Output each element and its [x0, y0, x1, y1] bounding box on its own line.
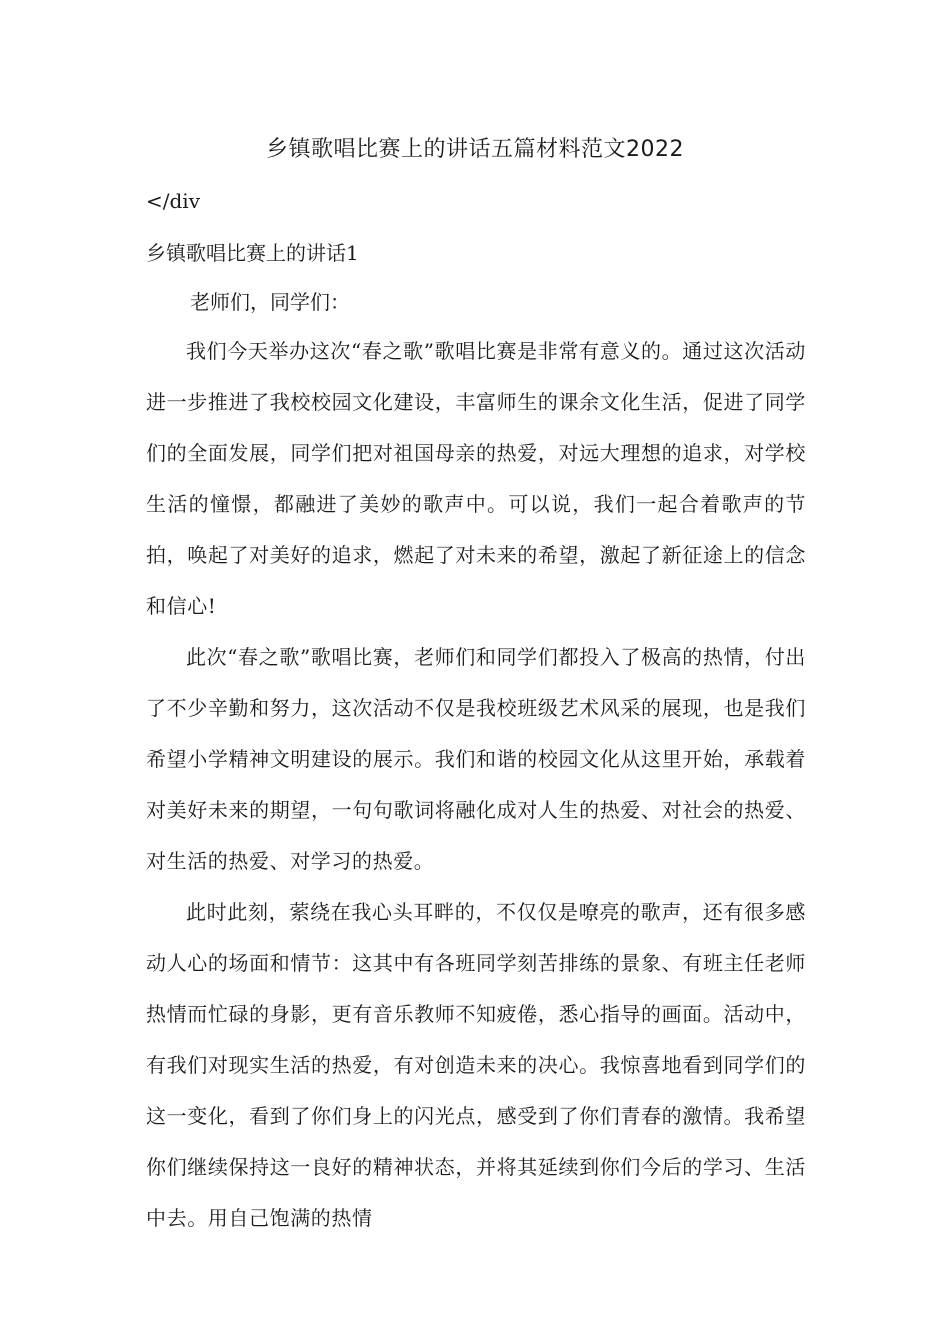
section-heading: 乡镇歌唱比赛上的讲话1 — [146, 241, 359, 265]
paragraph: 我们今天举办这次“春之歌”歌唱比赛是非常有意义的。通过这次活动进一步推进了我校校园文化建设，丰富师生的课余文化生活，促进了同学们的全面发展，同学们把对祖国母亲的热爱，对远大理想的追求，对学校生活的憧憬，都融进了美妙的歌声中。可以说，我们一起合着歌声的节拍，唤起了对美好的追求，燃起了对未来的希望，激起了新征途上的信念和信心! — [146, 339, 806, 618]
body-text — [146, 326, 806, 1244]
paragraph: 此次“春之歌”歌唱比赛，老师们和同学们都投入了极高的热情，付出了不少辛勤和努力，这次活动不仅是我校班级艺术风采的展现，也是我们希望小学精神文明建设的展示。我们和谐的校园文化从这里开始，承载着对美好未来的期望，一句句歌词将融化成对人生的热爱、对社会的热爱、对生活的热爱、对学习的热爱。 — [146, 645, 806, 873]
document-title: 乡镇歌唱比赛上的讲话五篇材料范文2022 — [266, 137, 684, 162]
greeting: 老师们，同学们： — [190, 290, 350, 314]
paragraph: 此时此刻，萦绕在我心头耳畔的，不仅仅是嘹亮的歌声，还有很多感动人心的场面和情节：这其中有各班同学刻苦排练的景象、有班主任老师热情而忙碌的身影，更有音乐教师不知疲倦，悉心指导的画面。活动中，有我们对现实生活的热爱，有对创造未来的决心。我惊喜地看到同学们的这一变化，看到了你们身上的闪光点，感受到了你们青春的激情。我希望你们继续保持这一良好的精神状态，并将其延续到你们今后的学习、生活中去。用自己饱满的热情 — [146, 900, 806, 1230]
stray-html-tag: </div — [146, 189, 200, 213]
